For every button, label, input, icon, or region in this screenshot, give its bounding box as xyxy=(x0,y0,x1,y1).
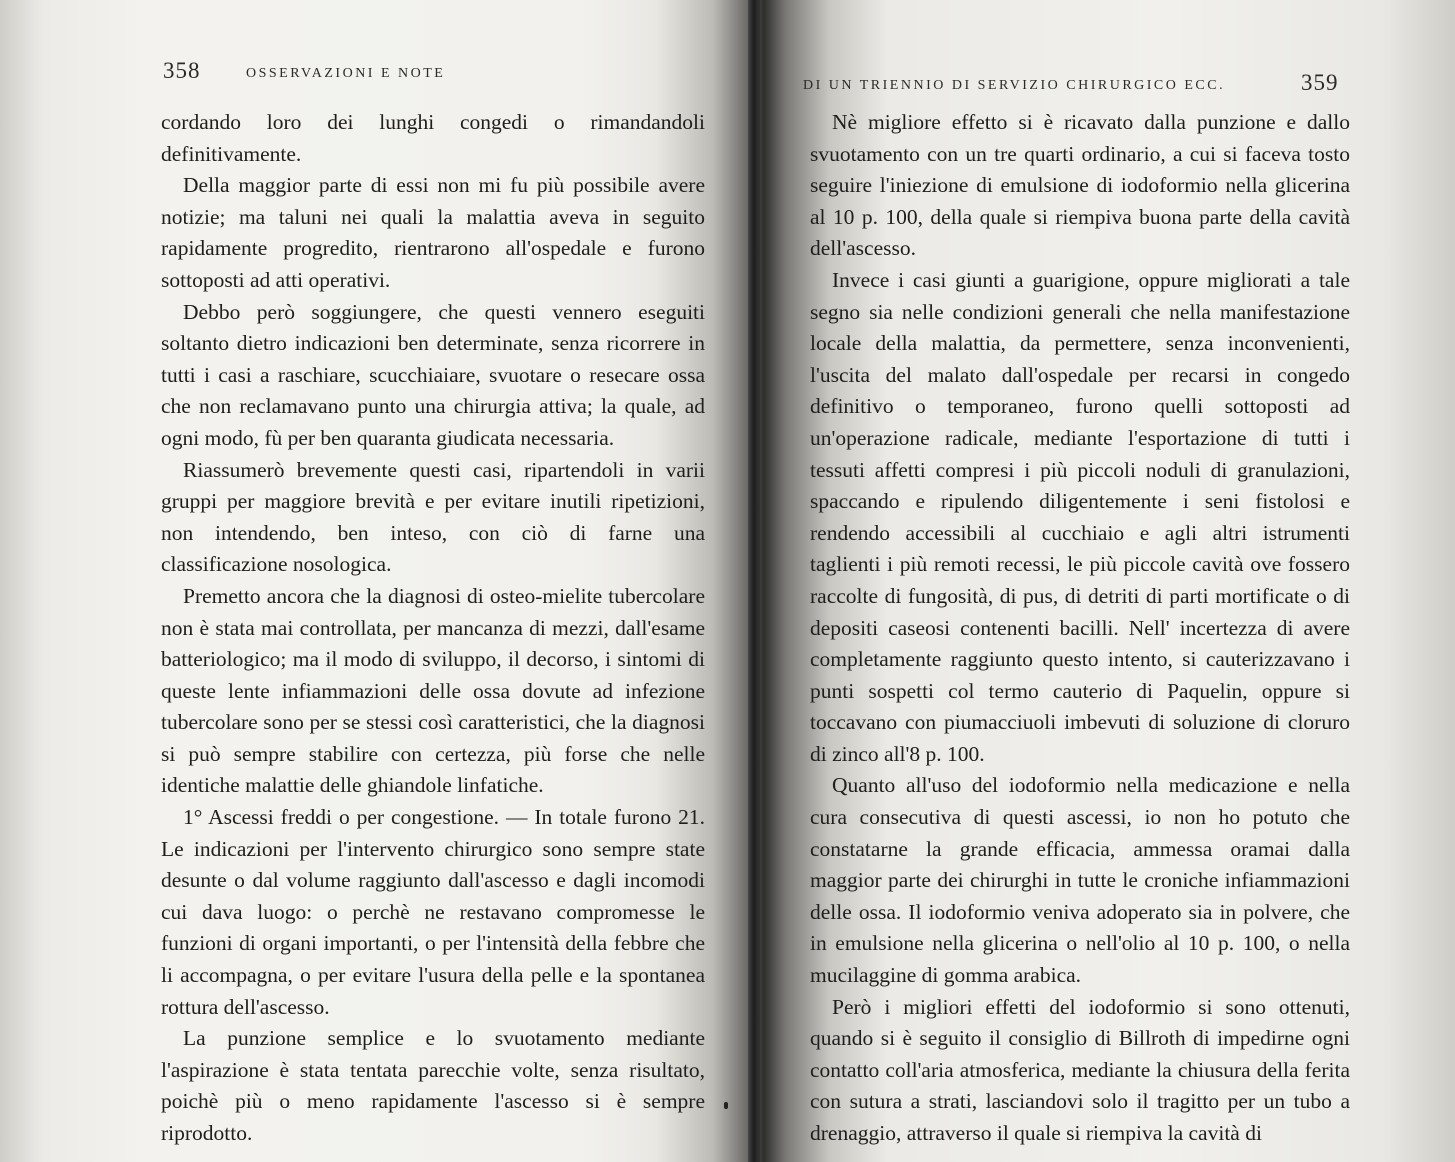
paragraph: Invece i casi giunti a guarigione, oppure migliorati a tale segno sia nelle condizioni generali che nella manifestazione locale della malattia, da permettere, senza inconvenienti, l'uscita del malato dall'ospedale per recarsi in congedo definitivo o temporaneo, furono quelli sottoposti ad un'operazione radicale, mediante l'esportazione di tutti i tessuti affetti compresi i più piccoli noduli di granulazioni, spaccando e ripulendo diligentemente i seni fistolosi e rendendo accessibili al cucchiaio e agli altri istrumenti taglienti i più remoti recessi, le più piccole cavità ove fossero raccolte di fungosità, di pus, di detriti di parti mortificate o di depositi caseosi contenenti bacilli. Nell' incertezza di avere completamente raggiunto questo intento, si cauterizzavano i punti sospetti col termo cauterio di Paquelin, oppure si toccavano con piumacciuoli imbevuti di soluzione di cloruro di zinco all'8 p. 100. xyxy=(810,267,1350,766)
left-page-body xyxy=(161,107,705,1150)
running-head-right: DI UN TRIENNIO DI SERVIZIO CHIRURGICO ECC. xyxy=(803,78,1226,93)
page-number-left: 358 xyxy=(163,58,201,83)
paragraph: Riassumerò brevemente questi casi, ripartendoli in varii gruppi per maggiore brevità e per evitare inutili ripetizioni, non intendendo, ben inteso, con ciò di farne una classificazione nosologica. xyxy=(161,457,705,577)
paragraph: La punzione semplice e lo svuotamento mediante l'aspirazione è stata tentata parecchie volte, senza risultato, poichè più o meno rapidamente l'ascesso si è sempre riprodotto. xyxy=(161,1026,705,1145)
paragraph: cordando loro dei lunghi congedi o rimandandoli definitivamente. xyxy=(161,110,705,166)
paragraph: Debbo però soggiungere, che questi vennero eseguiti soltanto dietro indicazioni ben determinate, senza ricorrere in tutti i casi a raschiare, scucchiaiare, svuotare o resecare ossa che non reclamavano punto una chirurgia attiva; la quale, ad ogni modo, fù per ben quaranta giudicata necessaria. xyxy=(161,299,705,450)
right-page-body xyxy=(810,107,1350,1150)
gutter-mark xyxy=(724,1102,728,1109)
paragraph: Però i migliori effetti del iodoformio si sono ottenuti, quando si è seguito il consiglio di Billroth di impedirne ogni contatto coll'aria atmosferica, mediante la chiusura della ferita con sutura a strati, lasciandovi solo il tragitto per un tubo a drenaggio, attraverso il quale si riempiva la cavità di xyxy=(810,994,1350,1145)
paragraph: Quanto all'uso del iodoformio nella medicazione e nella cura consecutiva di questi ascessi, io non ho potuto che constatarne la grande efficacia, ammessa oramai dalla maggior parte dei chirurghi in tutte le croniche infiammazioni delle ossa. Il iodoformio veniva adoperato sia in polvere, che in emulsione nella glicerina o nell'olio al 10 p. 100, o nella mucilaggine di gomma arabica. xyxy=(810,773,1350,988)
paragraph: 1° Ascessi freddi o per congestione. — In totale furono 21. Le indicazioni per l'intervento chirurgico sono sempre state desunte o dal volume raggiunto dall'ascesso e dagli incomodi cui dava luogo: o perchè ne restavano compromesse le funzioni di organi importanti, o per l'intensità della febbre che li accompagna, o per evitare l'usura della pelle e la spontanea rottura dell'ascesso. xyxy=(161,805,705,1019)
running-head-left: OSSERVAZIONI E NOTE xyxy=(246,66,446,81)
paragraph: Premetto ancora che la diagnosi di osteo-mielite tubercolare non è stata mai controllata, per mancanza di mezzi, dall'esame batteriologico; ma il modo di sviluppo, il decorso, i sintomi di queste lente infiammazioni delle ossa dovute ad infezione tubercolare sono per se stessi così caratteristici, che la diagnosi si può sempre stabilire con certezza, più forse che nelle identiche malattie delle ghiandole linfatiche. xyxy=(161,583,705,798)
paragraph: Nè migliore effetto si è ricavato dalla punzione e dallo svuotamento con un tre quarti ordinario, a cui si faceva tosto seguire l'iniezione di emulsione di iodoformio nella glicerina al 10 p. 100, della quale si riempiva buona parte della cavità dell'ascesso. xyxy=(810,110,1350,261)
page-number-right: 359 xyxy=(1301,70,1339,95)
paragraph: Della maggior parte di essi non mi fu più possibile avere notizie; ma taluni nei quali la malattia aveva in seguito rapidamente progredito, rientrarono all'ospedale e furono sottoposti ad atti operativi. xyxy=(161,173,705,292)
right-page xyxy=(755,0,1455,1162)
